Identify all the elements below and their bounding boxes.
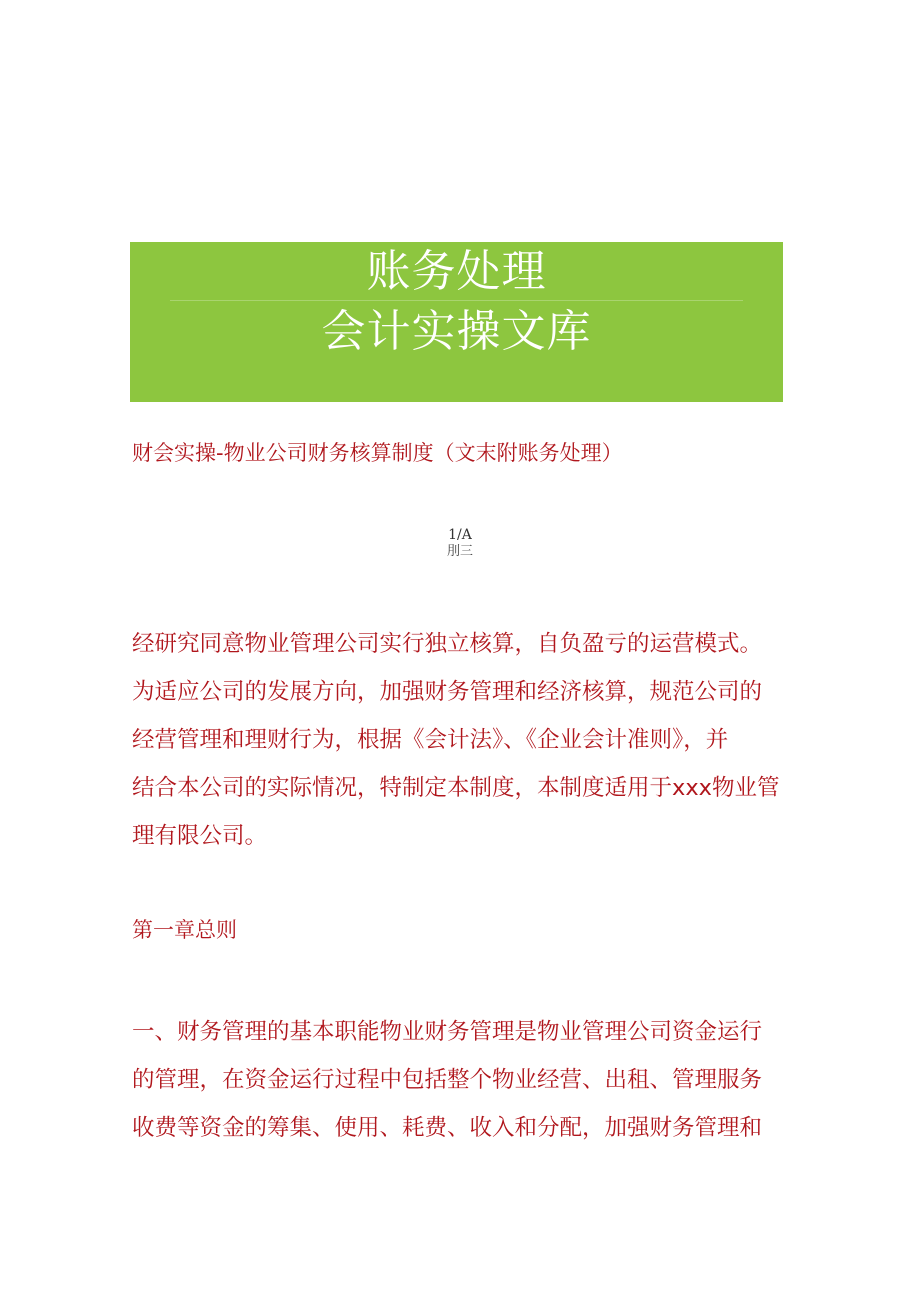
intro-paragraph [132,620,792,860]
intro-line: 理有限公司。 [132,823,268,849]
section-line: 的管理，在资金运行过程中包括整个物业经营、出租、管理服务 [132,1067,763,1093]
intro-line: 经研究同意物业管理公司实行独立核算，自负盈亏的运营模式。 [132,631,763,657]
header-banner [130,242,783,402]
banner-title-line1: 账务处理 [366,246,547,297]
banner-divider [170,300,743,301]
page-marker [0,527,920,560]
intro-line: 结合本公司的实际情况，特制定本制度，本制度适用于xxx物业管 [132,775,780,801]
section-line: 收费等资金的筹集、使用、耗费、收入和分配，加强财务管理和 [132,1115,763,1141]
intro-line: 为适应公司的发展方向，加强财务管理和经济核算，规范公司的 [132,679,763,705]
page-marker-sub: 刖三 [446,544,473,559]
section-paragraph [132,1008,792,1152]
section-line: 一、财务管理的基本职能物业财务管理是物业管理公司资金运行 [132,1019,763,1045]
page-marker-number: 1/A [448,527,472,543]
intro-line: 经营管理和理财行为，根据《会计法》、《企业会计准则》，并 [132,727,729,753]
banner-title-line2: 会计实操文库 [321,306,592,357]
chapter-heading: 第一章总则 [132,918,237,942]
document-title: 财会实操-物业公司财务核算制度（文末附账务处理） [132,441,623,465]
